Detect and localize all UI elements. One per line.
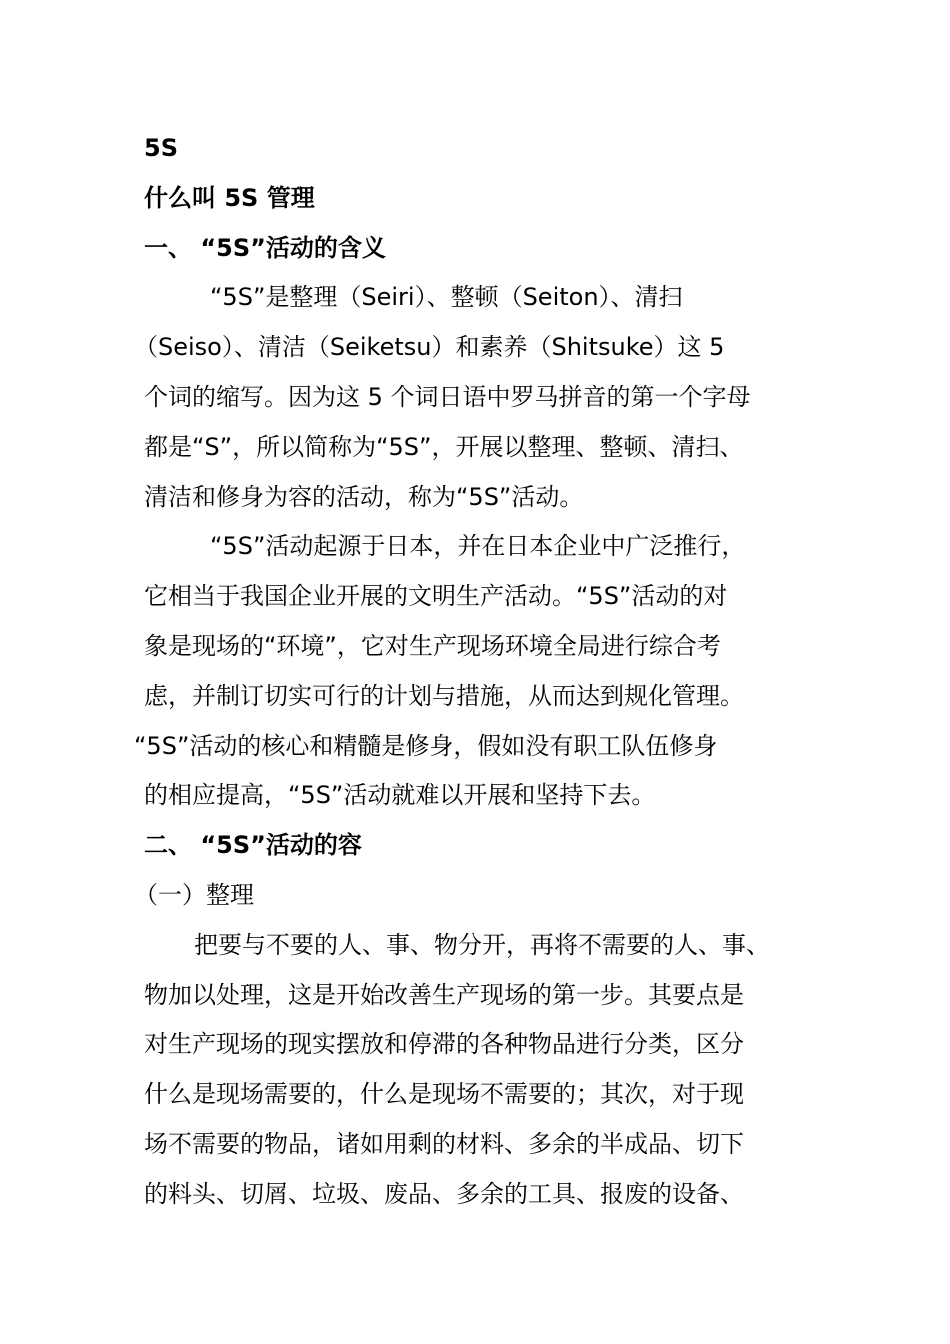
paragraph-line: 什么是现场需要的，什么是现场不需要的；其次，对于现 — [144, 1080, 744, 1109]
paragraph-sort — [144, 921, 816, 1220]
paragraph-line: 虑，并制订切实可行的计划与措施，从而达到规化管理。 — [144, 681, 744, 710]
paragraph-meaning — [134, 273, 816, 522]
paragraph-line: 都是“S”，所以简称为“5S”，开展以整理、整顿、清扫、 — [144, 432, 744, 461]
paragraph-line: 清洁和修身为容的活动，称为“5S”活动。 — [144, 482, 584, 511]
doc-subtitle: 什么叫 5S 管理 — [144, 183, 315, 212]
paragraph-origin — [134, 522, 816, 821]
paragraph-line: 的料头、切屑、垃圾、废品、多余的工具、报废的设备、 — [144, 1179, 744, 1208]
paragraph-line: 它相当于我国企业开展的文明生产活动。“5S”活动的对 — [144, 582, 728, 611]
paragraph-line: “5S”活动起源于日本，并在日本企业中广泛推行， — [210, 532, 746, 561]
paragraph-line: 个词的缩写。因为这 5 个词日语中罗马拼音的第一个字母 — [144, 382, 751, 411]
paragraph-line: 对生产现场的现实摆放和停滞的各种物品进行分类，区分 — [144, 1030, 744, 1059]
subsection-heading: （一）整理 — [134, 880, 254, 909]
section-heading-1: 一、 “5S”活动的含义 — [144, 233, 386, 262]
paragraph-line: 场不需要的物品，诸如用剩的材料、多余的半成品、切下 — [144, 1129, 744, 1158]
document-page — [134, 124, 816, 1220]
paragraph-line: 象是现场的“环境”，它对生产现场环境全局进行综合考 — [144, 631, 721, 660]
paragraph-line: “5S”活动的核心和精髓是修身，假如没有职工队伍修身 — [134, 731, 718, 760]
section-heading-2: 二、 “5S”活动的容 — [144, 831, 362, 860]
paragraph-line: 把要与不要的人、事、物分开，再将不需要的人、事、 — [194, 930, 770, 959]
doc-title: 5S — [144, 134, 178, 162]
paragraph-line: （Seiso）、清洁（Seiketsu）和素养（Shitsuke）这 5 — [134, 333, 725, 362]
paragraph-line: 物加以处理，这是开始改善生产现场的第一步。其要点是 — [144, 980, 744, 1009]
paragraph-line: “5S”是整理（Seiri）、整顿（Seiton）、清扫 — [210, 283, 683, 312]
paragraph-line: 的相应提高，“5S”活动就难以开展和坚持下去。 — [144, 781, 656, 810]
